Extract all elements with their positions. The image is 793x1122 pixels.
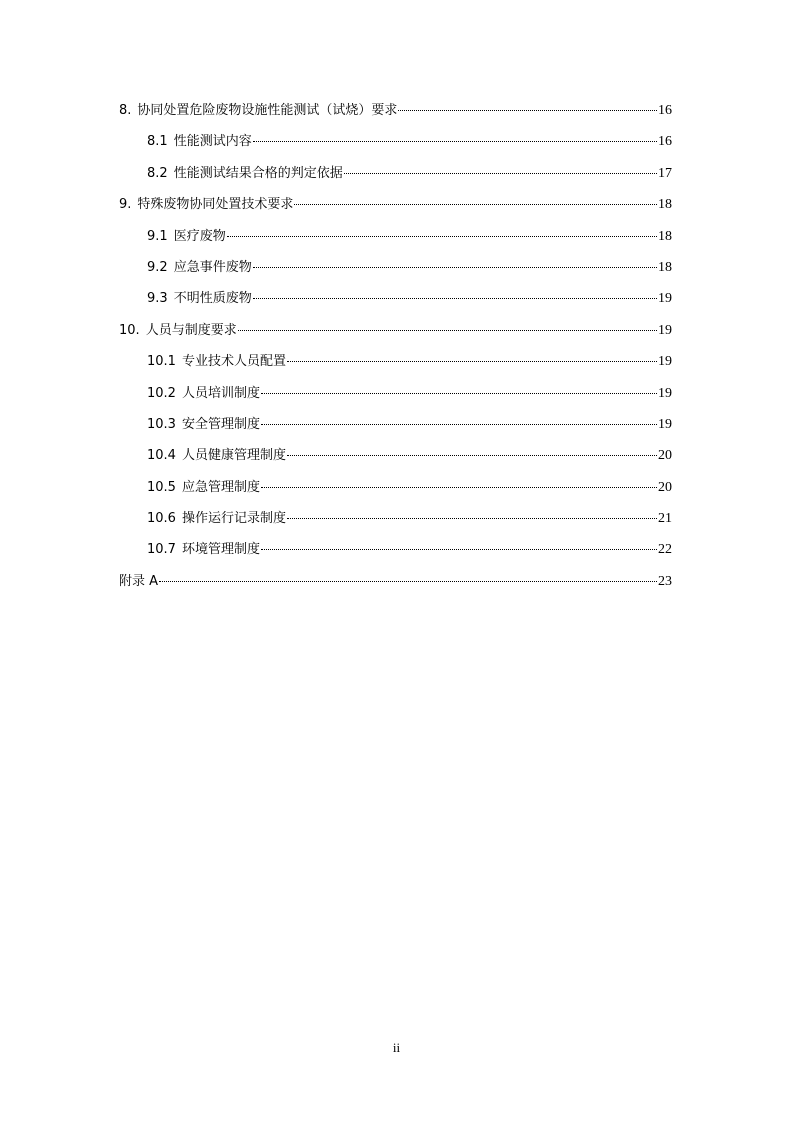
toc-dot-leader [261, 424, 657, 425]
toc-entry-page: 22 [658, 542, 672, 558]
toc-dot-leader [253, 298, 657, 299]
toc-entry-title: 特殊废物协同处置技术要求 [137, 197, 294, 213]
toc-entry[interactable] [119, 194, 672, 225]
toc-entry[interactable] [119, 131, 672, 162]
toc-dot-leader [227, 236, 657, 237]
toc-entry-title: 人员健康管理制度 [181, 448, 286, 464]
toc-entry-page: 17 [658, 165, 672, 181]
toc-entry[interactable] [119, 539, 672, 570]
toc-dot-leader [253, 267, 657, 268]
toc-entry-number: 9. [119, 197, 132, 213]
toc-entry-number: 9.3 [147, 291, 168, 307]
toc-dot-leader [261, 393, 657, 394]
toc-entry[interactable] [119, 257, 672, 288]
toc-entry-page: 19 [658, 354, 672, 370]
toc-entry-label [147, 288, 252, 310]
toc-entry-label [147, 226, 226, 248]
toc-entry-label [147, 257, 252, 279]
toc-entry-label [147, 445, 286, 467]
toc-entry[interactable] [119, 508, 672, 539]
toc-entry-number: 9.2 [147, 259, 168, 275]
toc-entry-title: 安全管理制度 [181, 416, 260, 432]
toc-entry-number: 10.4 [147, 448, 176, 464]
toc-entry-number: 10. [119, 322, 140, 338]
toc-entry-label [147, 131, 252, 153]
toc-entry-page: 16 [658, 134, 672, 150]
toc-entry-title: 专业技术人员配置 [181, 354, 286, 370]
toc-dot-leader [344, 173, 657, 174]
toc-entry-label [119, 100, 397, 122]
toc-entry-label [119, 571, 158, 593]
toc-entry-title: 环境管理制度 [181, 542, 260, 558]
toc-entry-title: 协同处置危险废物设施性能测试（试烧）要求 [137, 103, 398, 118]
toc-entry-label [147, 383, 260, 405]
toc-entry-title: 附录 A [119, 573, 159, 589]
toc-entry-page: 21 [658, 511, 672, 527]
toc-entry-number: 8.1 [147, 134, 168, 150]
toc-entry-title: 不明性质废物 [173, 291, 252, 307]
toc-dot-leader [238, 330, 657, 331]
toc-entry-page: 19 [658, 385, 672, 401]
toc-entry-title: 医疗废物 [173, 228, 226, 244]
toc-dot-leader [261, 487, 657, 488]
toc-entry-title: 应急事件废物 [173, 259, 252, 275]
toc-entry[interactable] [119, 226, 672, 257]
toc-entry-title: 人员培训制度 [181, 385, 260, 401]
toc-entry-page: 16 [658, 103, 672, 118]
toc-entry-label [147, 539, 260, 561]
toc-dot-leader [253, 141, 657, 142]
toc-entry-page: 23 [658, 573, 672, 589]
toc-entry-title: 应急管理制度 [181, 479, 260, 495]
toc-entry-number: 10.1 [147, 354, 176, 370]
toc-entry[interactable] [119, 414, 672, 445]
toc-entry-number: 10.2 [147, 385, 176, 401]
toc-entry-page: 18 [658, 228, 672, 244]
toc-entry-number: 9.1 [147, 228, 168, 244]
toc-entry-page: 19 [658, 322, 672, 338]
toc-entry-page: 20 [658, 479, 672, 495]
toc-entry-label [147, 414, 260, 436]
toc-entry-page: 18 [658, 259, 672, 275]
toc-entry-number: 10.5 [147, 479, 176, 495]
toc-dot-leader [287, 518, 657, 519]
toc-entry[interactable] [119, 320, 672, 351]
toc-entry-title: 性能测试结果合格的判定依据 [173, 165, 343, 181]
table-of-contents [119, 100, 672, 602]
toc-entry-label [147, 163, 343, 185]
toc-entry-number: 10.7 [147, 542, 176, 558]
toc-entry[interactable] [119, 163, 672, 194]
toc-entry-title: 人员与制度要求 [145, 322, 237, 338]
toc-entry-label [147, 508, 286, 530]
toc-entry-number: 10.6 [147, 511, 176, 527]
page-number: ii [392, 1040, 401, 1055]
toc-dot-leader [287, 455, 657, 456]
toc-entry-label [147, 351, 286, 373]
toc-entry-number: 8. [119, 103, 132, 118]
toc-dot-leader [261, 549, 657, 550]
toc-entry-label [119, 194, 293, 216]
toc-dot-leader [398, 110, 657, 111]
toc-entry-label [147, 477, 260, 499]
toc-entry-number: 10.3 [147, 416, 176, 432]
toc-entry-page: 19 [658, 291, 672, 307]
toc-dot-leader [294, 204, 657, 205]
toc-entry-page: 18 [658, 197, 672, 213]
toc-entry[interactable] [119, 351, 672, 382]
toc-entry[interactable] [119, 100, 672, 131]
toc-entry-number: 8.2 [147, 165, 168, 181]
toc-entry-title: 性能测试内容 [173, 134, 252, 150]
toc-entry[interactable] [119, 477, 672, 508]
toc-dot-leader [159, 581, 657, 582]
toc-entry[interactable] [119, 383, 672, 414]
toc-entry-page: 19 [658, 416, 672, 432]
toc-entry-title: 操作运行记录制度 [181, 511, 286, 527]
toc-entry[interactable] [119, 571, 672, 602]
toc-entry-page: 20 [658, 448, 672, 464]
toc-entry-label [119, 320, 237, 342]
toc-entry[interactable] [119, 288, 672, 319]
toc-dot-leader [287, 361, 657, 362]
toc-entry[interactable] [119, 445, 672, 476]
